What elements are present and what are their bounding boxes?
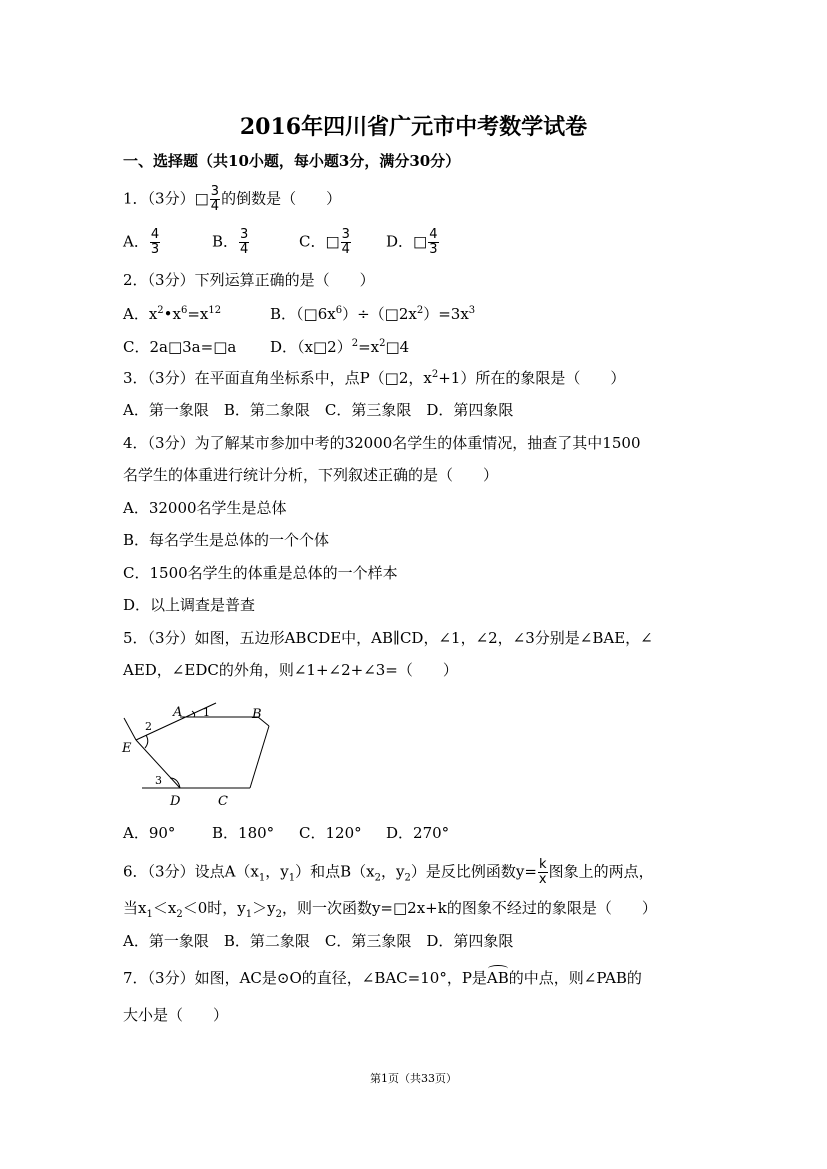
question-6-line1: 6．（3分）设点$A(x_1$，$y_1$）和点$B(x_2$，$y_2$）是反比例函数y= $\frac{k}{x}$ 图象上的两点， — [123, 857, 654, 887]
q5-option-c: C．120° — [299, 824, 362, 842]
question-3-stem: 3．（3分）在平面直角坐标系中，点P（□2，$x^2+1$）所在的象限是（ ） — [123, 369, 626, 387]
question-4-line1: 4．（3分）为了解某市参加中考的32000名学生的体重情况，抽查了其中1500 — [123, 434, 641, 452]
q1-option-a: A． $\frac{4}{3}$ — [123, 227, 160, 257]
question-5-line2: AED，∠EDC的外角，则∠1+∠2+∠3=（ ） — [123, 661, 458, 679]
angle-2-arc — [145, 735, 148, 748]
q1-neg: □ — [194, 189, 209, 208]
q4-option-b: B．每名学生是总体的一个个体 — [123, 531, 330, 549]
q1-prefix: 1．（3分） — [123, 189, 195, 208]
q4-option-a: A．32000名学生是总体 — [123, 499, 287, 517]
page-title: 2016年四川省广元市中考数学试卷 — [239, 114, 588, 140]
pentagon-figure — [118, 700, 288, 810]
q5-option-d: D．270° — [386, 824, 450, 842]
arc-ab: AB — [486, 969, 509, 987]
q6-options: A．第一象限 B．第二象限 C．第三象限 D．第四象限 — [123, 932, 514, 950]
question-2-stem: 2．（3分）下列运算正确的是（ ） — [123, 271, 375, 289]
q1-option-d: D．□ $\frac{4}{3}$ — [386, 227, 438, 257]
q1-option-b: B． $\frac{3}{4}$ — [212, 227, 249, 257]
q1-frac-num: 3 — [210, 184, 220, 199]
question-6-line2: 当$x_1<x_2<0$时，$y_1>y_2$，则一次函数y=□2x+k的图象不经过的象限是（ ） — [123, 899, 657, 920]
label-c: C — [218, 794, 228, 809]
label-angle-3: 3 — [155, 774, 162, 787]
q2-option-d: D．$(x□2)^2=x^2□4$ — [270, 338, 410, 356]
edge-bc — [250, 726, 269, 788]
page-footer: 第1页（共33页） — [370, 1072, 457, 1085]
q1-fraction — [210, 185, 220, 214]
question-5-line1: 5．（3分）如图，五边形ABCDE中，AB∥CD，∠1，∠2，∠3分别是∠BAE，∠ — [123, 629, 653, 647]
q1-option-c: C．□ $\frac{3}{4}$ — [299, 227, 350, 257]
q2-option-c: C．2a□3a=□a — [123, 338, 237, 356]
question-1-stem — [123, 185, 341, 214]
q1-frac-den: 4 — [210, 199, 220, 214]
edge-ed-ext — [124, 718, 136, 740]
label-d: D — [170, 794, 181, 809]
question-4-line2: 名学生的体重进行统计分析，下列叙述正确的是（ ） — [123, 466, 499, 484]
label-a: A — [173, 705, 183, 720]
q5-option-a: A．90° — [123, 824, 176, 842]
question-7-line1: 7．（3分）如图，AC是⊙O的直径，∠BAC=10°，P是AB的中点，则∠PAB的 — [123, 969, 642, 987]
q2-option-b: B．$(□6x^6)\div(□2x^2)=3x^3$ — [270, 305, 476, 323]
q2-option-a: A．$x^2•x^6=x^{12}$ — [123, 305, 222, 323]
section-heading: 一、选择题（共10小题，每小题3分，满分30分） — [123, 152, 461, 170]
label-b: B — [252, 707, 262, 722]
question-7-line2: 大小是（ ） — [123, 1006, 229, 1024]
label-angle-2: 2 — [145, 720, 152, 733]
q6-fraction: $\frac{k}{x}$ — [538, 857, 547, 887]
q4-option-d: D．以上调查是普查 — [123, 596, 256, 614]
q4-option-c: C．1500名学生的体重是总体的一个样本 — [123, 564, 398, 582]
q3-options: A．第一象限 B．第二象限 C．第三象限 D．第四象限 — [123, 401, 514, 419]
q5-option-b: B．180° — [212, 824, 275, 842]
label-e: E — [122, 741, 132, 756]
label-angle-1: 1 — [203, 706, 210, 719]
q1-suffix: 的倒数是（ ） — [221, 189, 342, 208]
